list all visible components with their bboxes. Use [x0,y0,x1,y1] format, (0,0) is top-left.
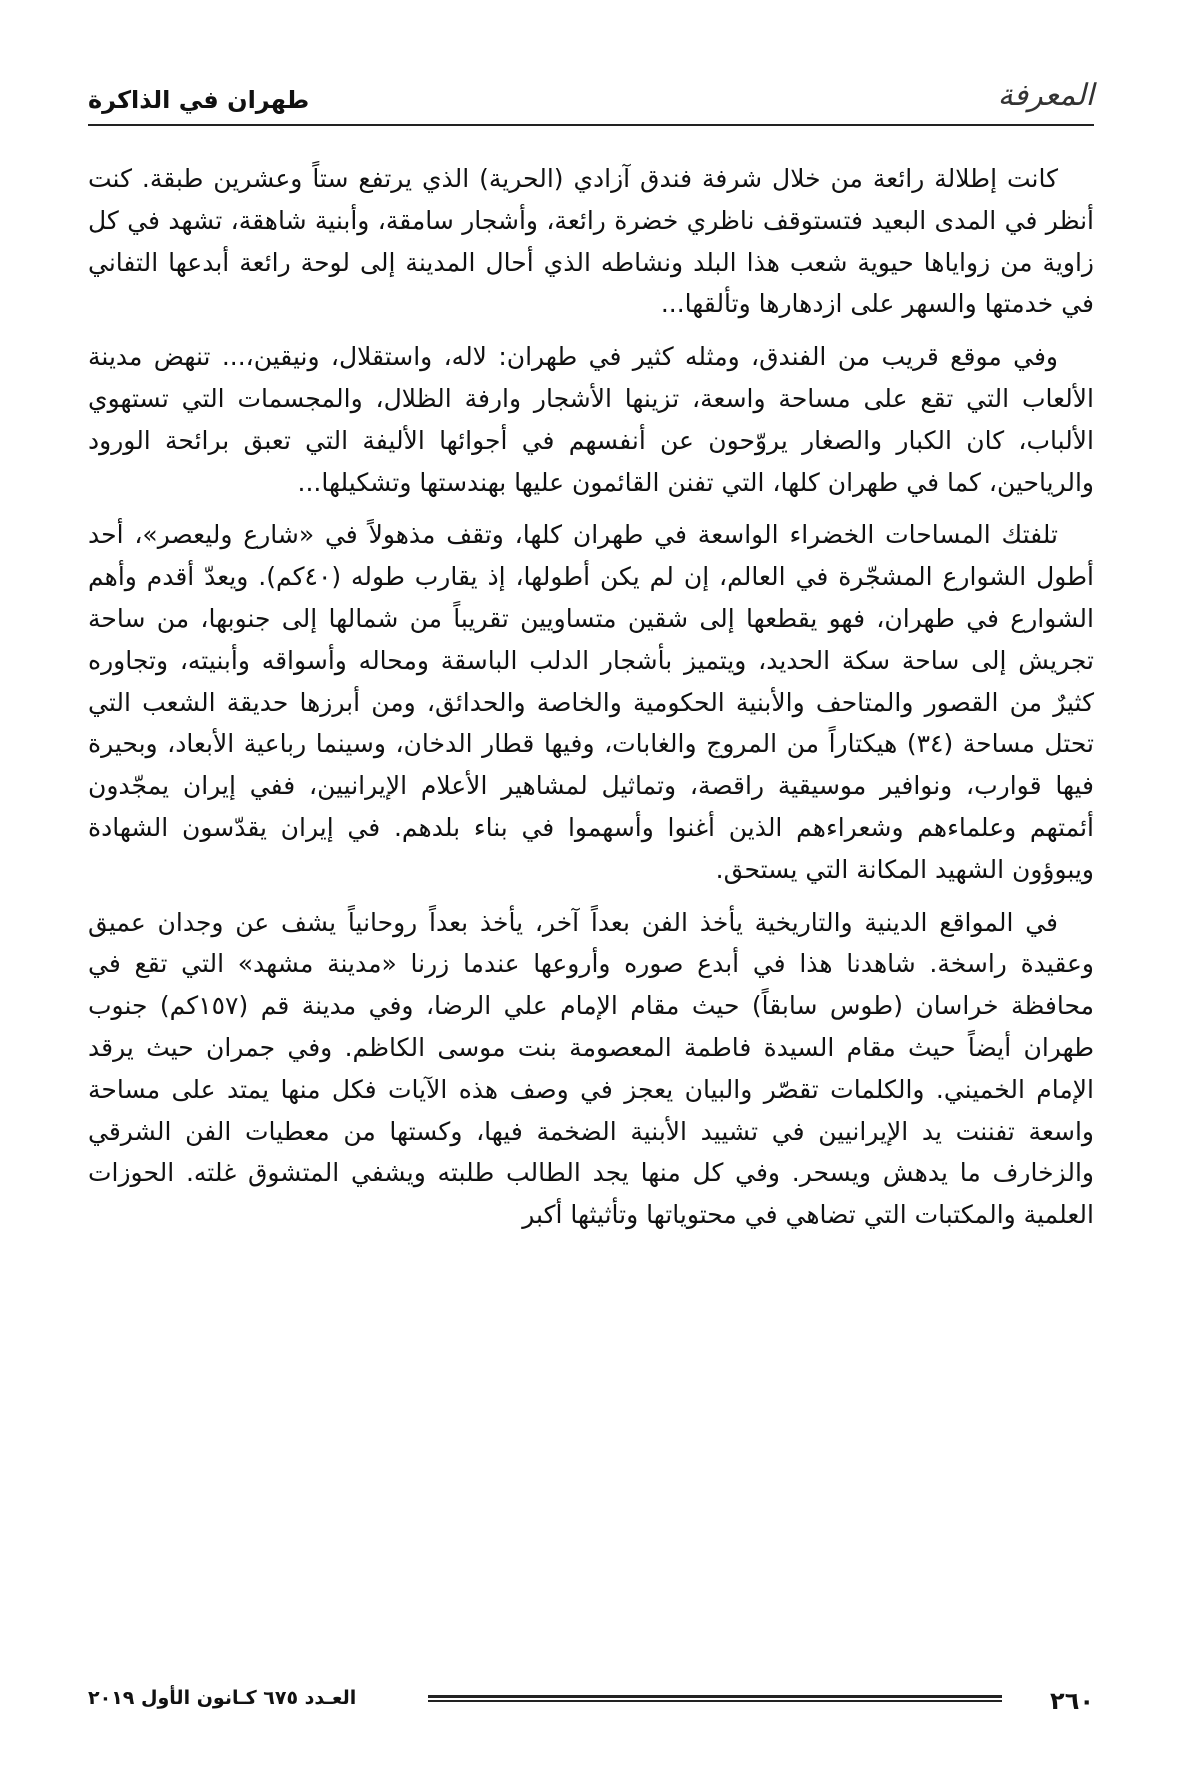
paragraph-4: في المواقع الدينية والتاريخية يأخذ الفن بعداً آخر، يأخذ بعداً روحانياً يشف عن وجدان عميق وعقيدة راسخة. شاهدنا هذا في أبدع صوره وأروعها عندما زرنا «مدينة مشهد» التي تقع في محافظة خراسان (طوس سابقاً) حيث مقام الإمام علي الرضا، وفي مدينة قم (١٥٧كم) جنوب طهران أيضاً حيث مقام السيدة فاطمة المعصومة بنت موسى الكاظم. وفي جمران حيث يرقد الإمام الخميني. والكلمات تقصّر والبيان يعجز في وصف هذه الآيات فكل منها يمتد على مساحة واسعة تفننت يد الإيرانيين في تشييد الأبنية الضخمة فيها، وكستها من معطيات الفن الشرقي والزخارف ما يدهش ويسحر. وفي كل منها يجد الطالب طلبته ويشفي المتشوق غلته. الحوزات العلمية والمكتبات التي تضاهي في محتوياتها وتأثيثها أكبر [88,907,1094,1230]
article-body [88,158,1094,1247]
paragraph-3: تلفتك المساحات الخضراء الواسعة في طهران كلها، وتقف مذهولاً في «شارع وليعصر»، أحد أطول الشوارع المشجّرة في العالم، إن لم يكن أطولها، إذ يقارب طوله (٤٠كم). ويعدّ أقدم وأهم الشوارع في طهران، فهو يقطعها إلى شقين متساويين تقريباً من شمالها إلى جنوبها، من ساحة تجريش إلى ساحة سكة الحديد، ويتميز بأشجار الدلب الباسقة ومحاله وأسواقه وأبنيته، وتجاوره كثيرٌ من القصور والمتاحف والأبنية الحكومية والخاصة والحدائق، ومن أبرزها حديقة الشعب التي تحتل مساحة (٣٤) هيكتاراً من المروج والغابات، وفيها قطار الدخان، وسينما رباعية الأبعاد، وبحيرة فيها قوارب، ونوافير موسيقية راقصة، وتماثيل لمشاهير الأعلام الإيرانيين، ففي إيران يمجّدون أئمتهم وعلماءهم وشعراءهم الذين أغنوا وأسهموا في بناء بلدهم. في إيران يقدّسون الشهادة ويبوؤون الشهيد المكانة التي يستحق. [88,520,1095,884]
page-header [88,68,1094,128]
paragraph-2: وفي موقع قريب من الفندق، ومثله كثير في طهران: لاله، واستقلال، ونيقين،... تنهض مدينة الألعاب التي تقع على مساحة واسعة، تزينها الأشجار وارفة الظلال، والمجسمات التي تستهوي الألباب، كان الكبار والصغار يروّحون عن أنفسهم في أجوائها الأليفة التي تعبق برائحة الورود والرياحين، كما في طهران كلها، التي تفنن القائمون عليها بهندستها وتشكيلها... [88,342,1094,497]
paragraph-1: كانت إطلالة رائعة من خلال شرفة فندق آزادي (الحرية) الذي يرتفع ستاً وعشرين طبقة. كنت أنظر في المدى البعيد فتستوقف ناظري خضرة رائعة، وأشجار سامقة، وأبنية شاهقة، تشهد في كل زاوية من زواياها حيوية شعب هذا البلد ونشاطه الذي أحال المدينة إلى لوحة رائعة أبدعها التفاني في خدمتها والسهر على ازدهارها وتألقها... [88,164,1094,319]
article-title: طهران في الذاكرة [88,86,310,114]
page-footer [88,1685,1094,1725]
issue-info: العـدد ٦٧٥ كـانون الأول ٢٠١٩ [88,1687,357,1709]
magazine-logo: المعرفة [997,78,1094,113]
page-number: ٢٦٠ [1050,1687,1094,1715]
header-divider [88,124,1094,126]
footer-divider [428,1695,1002,1702]
